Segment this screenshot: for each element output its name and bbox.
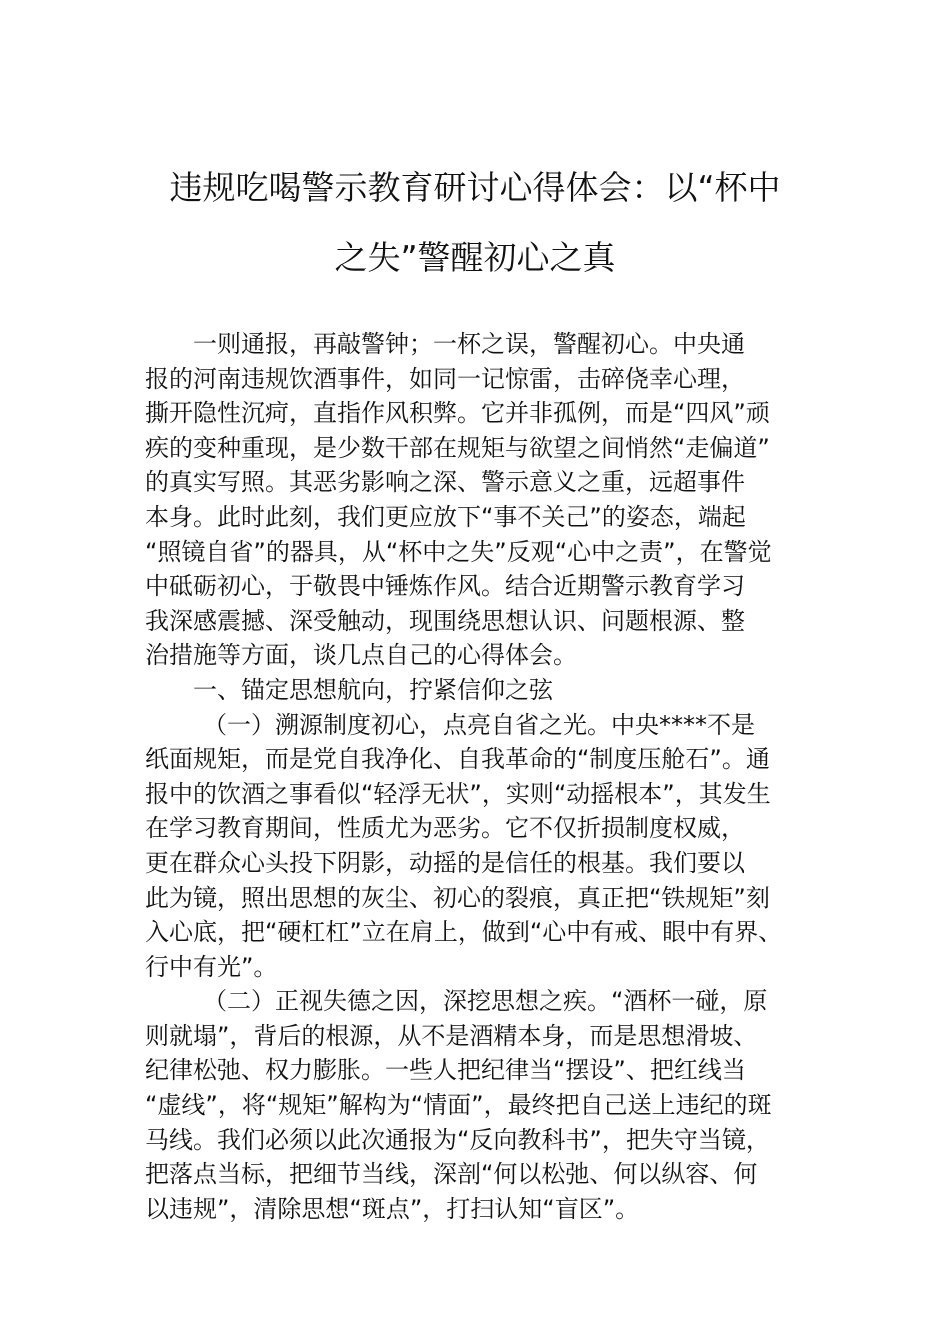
- paragraph-1-line: 报的河南违规饮酒事件，如同一记惊雷，击碎侥幸心理，: [145, 364, 745, 393]
- paragraph-3-line: 纪律松弛、权力膨胀。一些人把纪律当“摆设”、把红线当: [145, 1056, 746, 1085]
- paragraph-3-line: 以违规”，清除思想“斑点”，打扫认知“盲区”。: [145, 1194, 640, 1223]
- paragraph-1-line: “照镜自省”的器具，从“杯中之失”反观“心中之责”，在警觉: [145, 537, 772, 566]
- paragraph-1-line: 的真实写照。其恶劣影响之深、警示意义之重，远超事件: [145, 468, 745, 497]
- paragraph-3-line: 则就塌”，背后的根源，从不是酒精本身，而是思想滑坡、: [145, 1021, 758, 1050]
- paragraph-1-line: 治措施等方面，谈几点自己的心得体会。: [145, 641, 577, 670]
- paragraph-2-line: 行中有光”。: [145, 952, 278, 981]
- paragraph-1-line: 疾的变种重现，是少数干部在规矩与欲望之间悄然“走偏道”: [145, 433, 770, 462]
- paragraph-1-line: 我深感震撼、深受触动，现围绕思想认识、问题根源、整: [145, 606, 745, 635]
- paragraph-2-line: 纸面规矩，而是党自我净化、自我革命的“制度压舱石”。通: [145, 745, 770, 774]
- paragraph-1-line: 一则通报，再敲警钟；一杯之误，警醒初心。中央通: [193, 330, 745, 358]
- paragraph-2-line: 报中的饮酒之事看似“轻浮无状”，实则“动摇根本”，其发生: [145, 779, 771, 808]
- paragraph-2-line: 更在群众心头投下阴影，动摇的是信任的根基。我们要以: [145, 848, 745, 877]
- paragraph-3-line: 马线。我们必须以此次通报为“反向教科书”，把失守当镜，: [145, 1125, 770, 1154]
- document-title-line-2: 之失”警醒初心之真: [334, 238, 616, 277]
- paragraph-2-line: （一）溯源制度初心，点亮自省之光。中央****不是: [203, 710, 755, 739]
- paragraph-1-line: 中砥砺初心，于敬畏中锤炼作风。结合近期警示教育学习: [145, 572, 745, 601]
- paragraph-3-line: 把落点当标，把细节当线，深剖“何以松弛、何以纵容、何: [145, 1160, 758, 1189]
- paragraph-1-line: 本身。此时此刻，我们更应放下“事不关己”的姿态，端起: [145, 502, 746, 531]
- paragraph-3-line: （二）正视失德之因，深挖思想之疾。“酒杯一碰，原: [203, 987, 768, 1016]
- paragraph-3-line: “虚线”，将“规矩”解构为“情面”，最终把自己送上违纪的斑: [145, 1091, 772, 1120]
- document-body: [145, 327, 825, 1226]
- section-heading-1: 一、锚定思想航向，拧紧信仰之弦: [193, 675, 553, 704]
- paragraph-1-line: 撕开隐性沉疴，直指作风积弊。它并非孤例，而是“四风”顽: [145, 399, 770, 428]
- paragraph-2-line: 入心底，把“硬杠杠”立在肩上，做到“心中有戒、眼中有界、: [145, 918, 783, 947]
- paragraph-2-line: 此为镜，照出思想的灰尘、初心的裂痕，真正把“铁规矩”刻: [145, 883, 770, 912]
- document-title-line-1: 违规吃喝警示教育研讨心得体会：以“杯中: [169, 168, 781, 207]
- paragraph-2-line: 在学习教育期间，性质尤为恶劣。它不仅折损制度权威，: [145, 814, 745, 843]
